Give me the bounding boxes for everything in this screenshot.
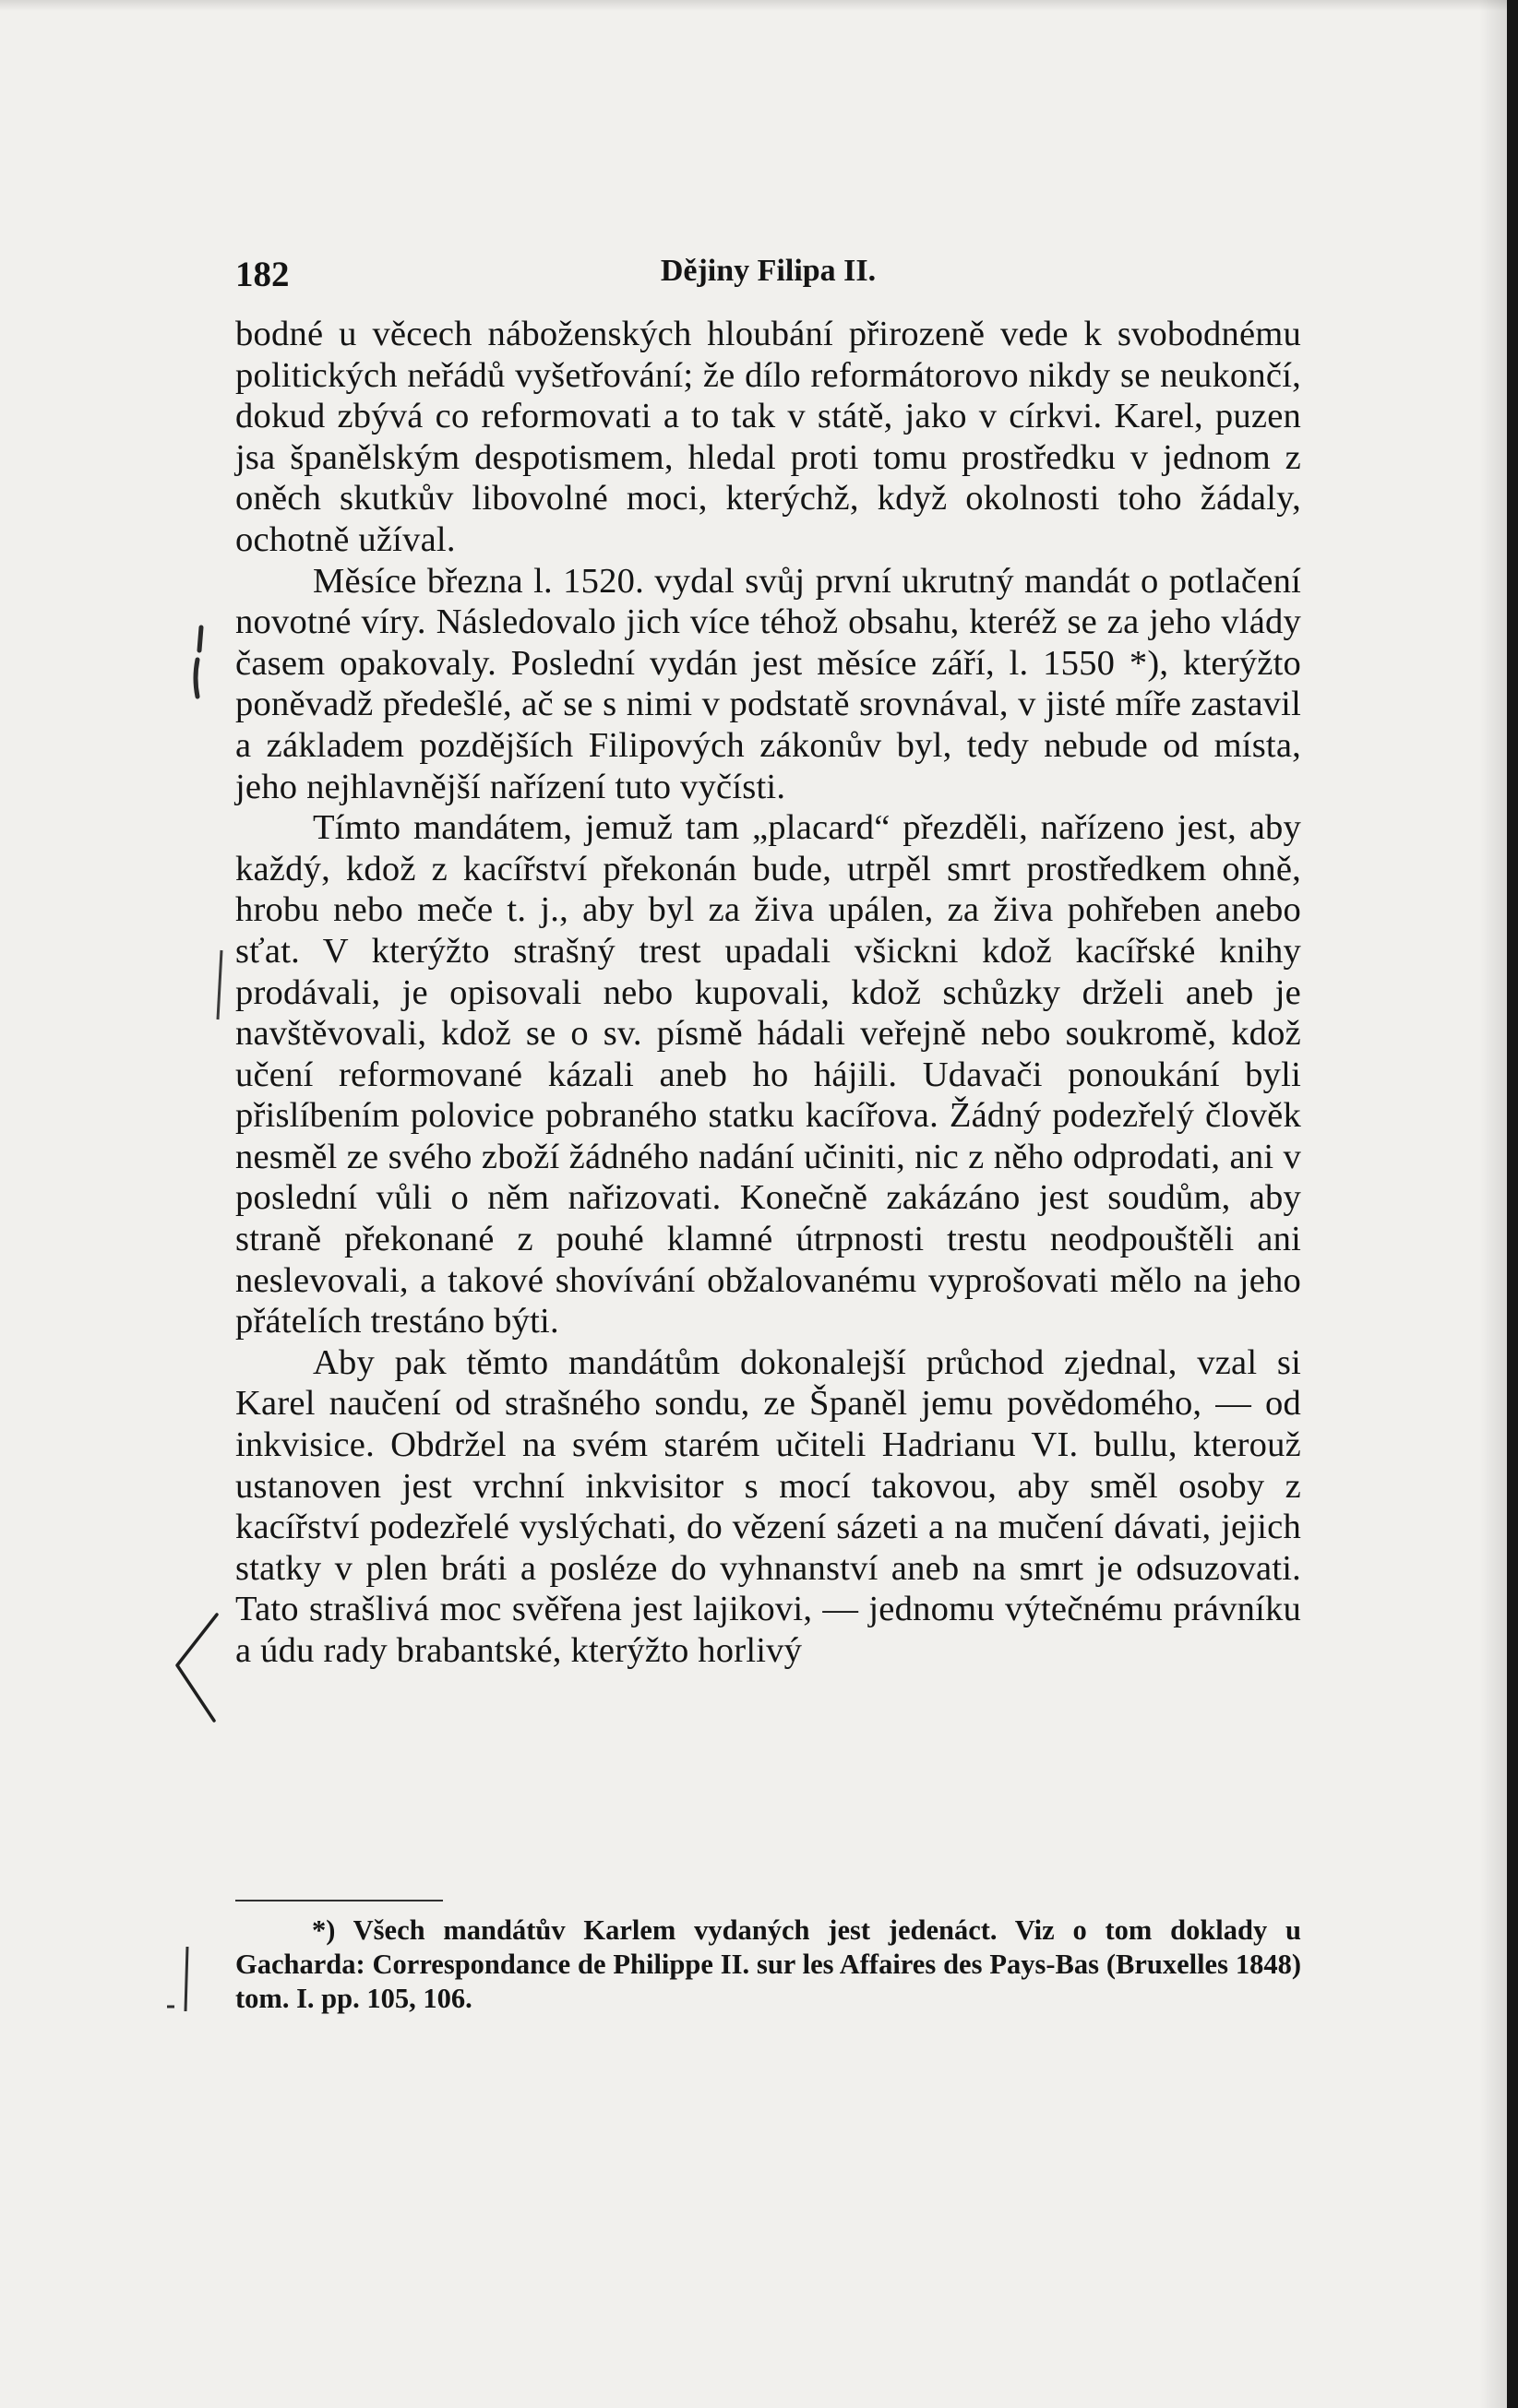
gutter-shadow — [1479, 0, 1507, 2408]
footnote-rule — [235, 1900, 443, 1901]
margin-bracket-mark — [185, 623, 212, 706]
margin-line-mark — [210, 946, 229, 1029]
footnote-block — [235, 1900, 1301, 2016]
footnote-text: *) Všech mandátův Karlem vydaných jest jedenáct. Viz o tom doklady u Gacharda: Correspondance de Philippe II. sur les Affaires des Pays-Bas (Bruxelles 1848) tom. I. pp. 105, 106. — [235, 1914, 1301, 2014]
body-text — [235, 314, 1301, 1672]
page-content — [235, 212, 1301, 1672]
page-header — [235, 212, 1301, 314]
running-title: Dějiny Filipa II. — [660, 254, 877, 288]
paragraph-3: Tímto mandátem, jemuž tam „placard“ přezděli, nařízeno jest, aby každý, kdož z kacířství překonán bude, utrpěl smrt prostředkem ohně, hrobu nebo meče t. j., aby byl za živa upálen, za živa pohřeben anebo sťat. V kterýžto strašný trest upadali všickni kdož kacířské knihy prodávali, je opisovali nebo kupovali, kdož schůzky drželi aneb je navštěvovali, kdož se o sv. písmě hádali veřejně nebo soukromě, kdož učení reformované kázali aneb ho hájili. Udavači ponoukání byli přislíbením polovice pobraného statku kacířova. Žádný podezřelý člověk nesměl ze svého zboží žádného nadání učiniti, nic z něho odprodati, ani v poslední vůli o něm nařizovati. Konečně zakázáno jest soudům, aby straně překonané z pouhé klamné útrpnosti trestu neodpouštěli ani neslevovali, a takové shovívání obžalovanému vyprošovati mělo na jeho přátelích trestáno býti. — [235, 808, 1301, 1341]
page-number: 182 — [235, 255, 290, 294]
paragraph-2: Měsíce března l. 1520. vydal svůj první ukrutný mandát o potlačení novotné víry. Následovalo jich více téhož obsahu, kteréž se za jeho vlády časem opakovaly. Poslední vydán jest měsíce září, l. 1550 *), kterýžto poněvadž předešlé, ač se s nimi v podstatě srovnával, v jisté míře zastavil a základem pozdějších Filipových zákonův byl, tedy nebude od místa, jeho nejhlavnější nařízení tuto vyčísti. — [235, 561, 1301, 806]
paragraph-1: bodné u věcech náboženských hloubání přirozeně vede k svobodnému politických neřádů vyšetřování; že dílo reformátorovo nikdy se neukončí, dokud zbývá co reformovati a to tak v státě, jako v církvi. Karel, puzen jsa španělským despotismem, hledal proti tomu prostředku v jednom z oněch skutkův libovolné moci, kterýchž, když okolnosti toho žádaly, ochotně užíval. — [235, 315, 1301, 559]
margin-dash-mark — [161, 1942, 198, 2025]
scan-border — [1507, 0, 1518, 2408]
page-top-edge — [0, 0, 1518, 11]
margin-angle-mark — [166, 1610, 231, 1730]
paragraph-4: Aby pak těmto mandátům dokonalejší průchod zjednal, vzal si Karel naučení od strašného sondu, ze Španěl jemu povědomého, — od inkvisice. Obdržel na svém starém učiteli Hadrianu VI. bullu, kterouž ustanoven jest vrchní inkvisitor s mocí takovou, aby směl osoby z kacířství podezřelé vyslýchati, do vězení sázeti a na mučení dávati, jejich statky v plen bráti a posléze do vyhnanství aneb na smrt je odsuzovati. Tato strašlivá moc svěřena jest lajikovi, — jednomu výtečnému právníku a údu rady brabantské, kterýžto horlivý — [235, 1342, 1301, 1670]
